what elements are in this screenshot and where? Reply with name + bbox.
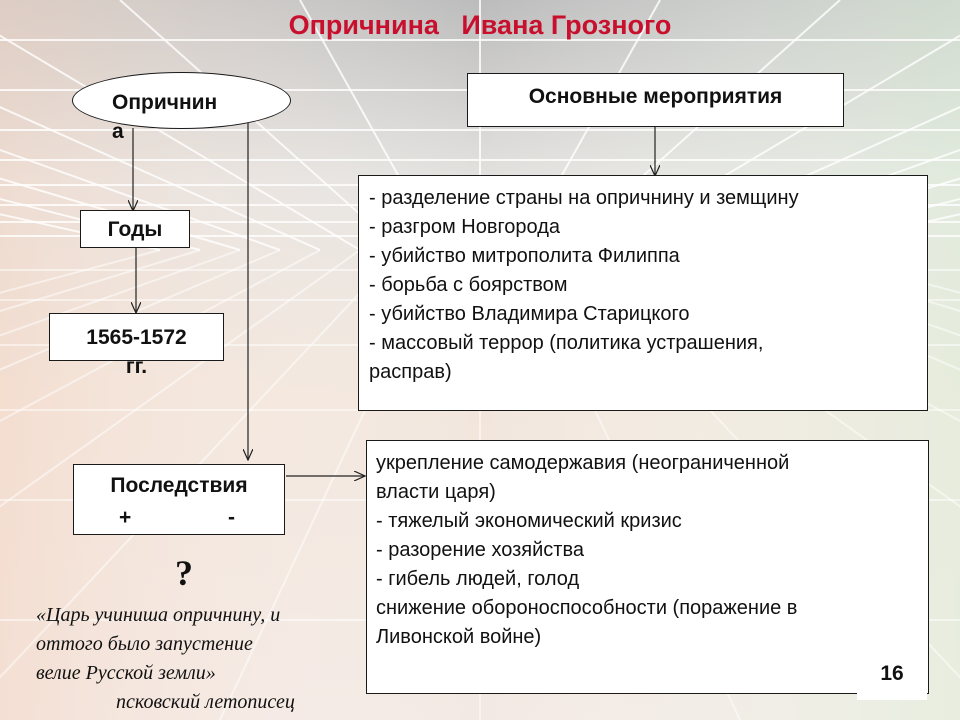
quote-author: псковский летописец: [116, 691, 295, 713]
measures-item: - убийство митрополита Филиппа: [369, 245, 680, 267]
consequences-item: - разорение хозяйства: [376, 539, 584, 561]
consequences-label: Последствия: [110, 474, 248, 497]
page-title: Опричнина Ивана Грозного: [288, 10, 672, 40]
chronicle-quote: «Царь учиниша опричнину, и оттого было запустение велие Русской земли»: [36, 604, 281, 684]
consequences-minus: -: [228, 506, 235, 529]
page-number: 16: [880, 662, 904, 685]
measures-item: - разделение страны на опричнину и земщину: [369, 187, 799, 209]
consequences-item: снижение обороноспособности (поражение в: [376, 597, 798, 619]
measures-item: расправ): [369, 361, 452, 383]
measures-item: - борьба с боярством: [369, 274, 568, 296]
dates-label: 1565-1572 гг.: [86, 326, 187, 378]
consequences-plus: +: [119, 506, 132, 529]
consequences-item: - гибель людей, голод: [376, 568, 580, 590]
measures-item: - разгром Новгорода: [369, 216, 561, 238]
measures-item: - массовый террор (политика устрашения,: [369, 332, 764, 354]
consequences-item: - тяжелый экономический кризис: [376, 510, 682, 532]
years-node: Годы: [80, 210, 190, 248]
consequences-item: власти царя): [376, 481, 496, 503]
consequences-item: укрепление самодержавия (неограниченной: [376, 452, 790, 474]
measures-item: - убийство Владимира Старицкого: [369, 303, 690, 325]
consequences-list: [366, 440, 929, 694]
measures-node: Основные мероприятия: [467, 73, 844, 127]
consequences-item: Ливонской войне): [376, 626, 542, 648]
page-number-badge: [857, 646, 927, 700]
question-mark: ?: [175, 553, 193, 593]
oprichnina-label: Опричнин а: [112, 91, 218, 143]
measures-list: [358, 175, 928, 411]
